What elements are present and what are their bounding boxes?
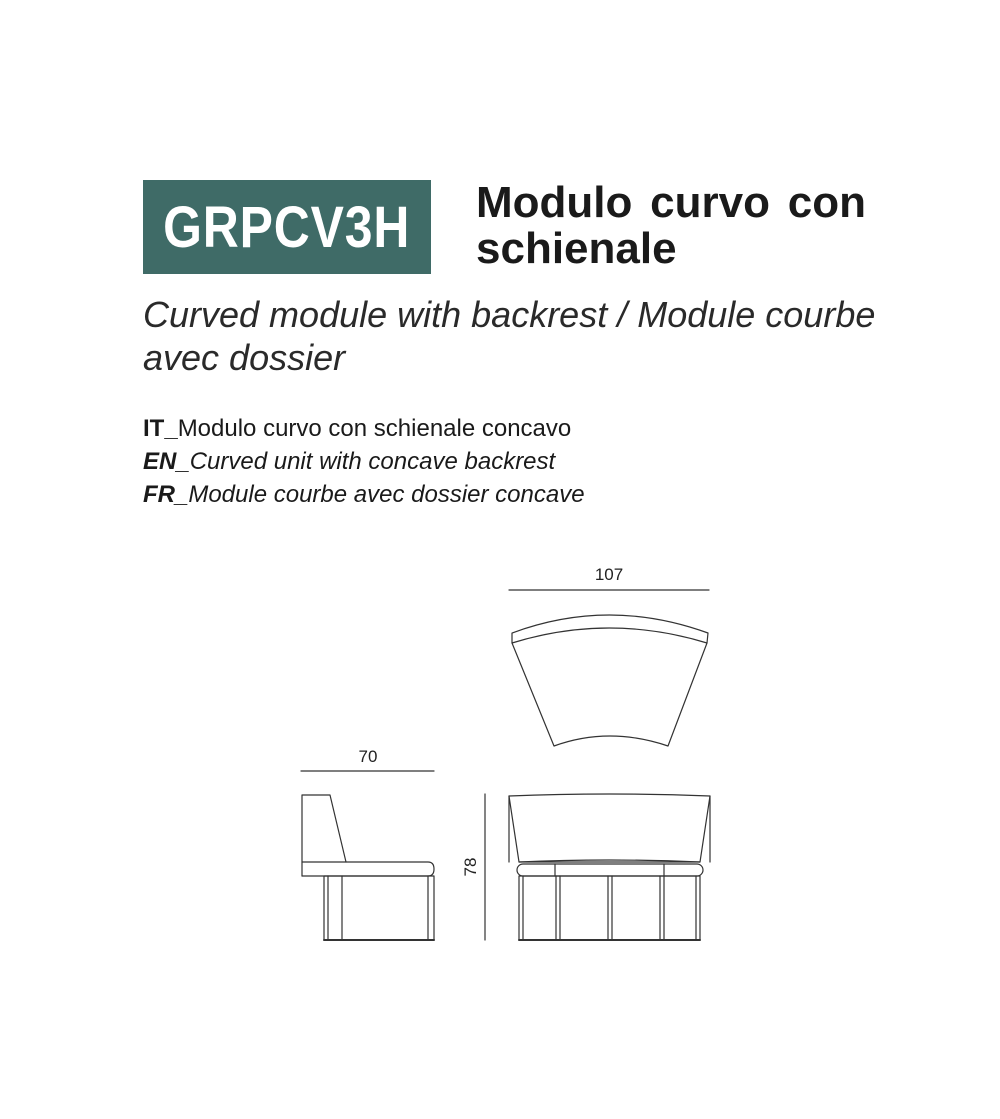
side-view <box>302 795 434 940</box>
description-it-text: Modulo curvo con schienale concavo <box>177 415 572 442</box>
product-subtitle: Curved module with backrest / Module courbe avec dossier <box>143 294 876 378</box>
height-dimension-label: 78 <box>461 857 480 877</box>
width-dimension <box>509 565 709 590</box>
description-en-prefix: EN_ <box>143 448 190 475</box>
top-view-backrest <box>512 615 708 643</box>
description-en-text: Curved unit with concave backrest <box>189 448 556 475</box>
product-code: GRPCV3H <box>163 194 411 260</box>
title-word-3: con <box>787 178 866 227</box>
front-view-backrest <box>509 794 710 862</box>
side-view-backrest <box>302 795 346 862</box>
top-view-plan <box>512 615 708 746</box>
side-view-base <box>324 876 434 940</box>
description-fr-prefix: FR_ <box>143 481 189 508</box>
title-line-2: schienale <box>476 224 677 273</box>
depth-dimension <box>301 747 434 771</box>
description-fr-text: Module courbe avec dossier concave <box>188 481 585 508</box>
front-view-seat-cushion <box>517 864 703 876</box>
top-view-seat <box>512 643 707 746</box>
title-word-1: Modulo <box>476 178 633 227</box>
height-dimension <box>461 794 485 940</box>
front-view <box>509 794 710 940</box>
depth-dimension-label: 70 <box>358 747 378 766</box>
description-it-prefix: IT_ <box>143 415 178 442</box>
title-word-2: curvo <box>650 178 770 227</box>
side-view-seat-cushion <box>302 862 434 876</box>
front-view-base <box>519 876 700 940</box>
width-dimension-label: 107 <box>594 565 624 584</box>
